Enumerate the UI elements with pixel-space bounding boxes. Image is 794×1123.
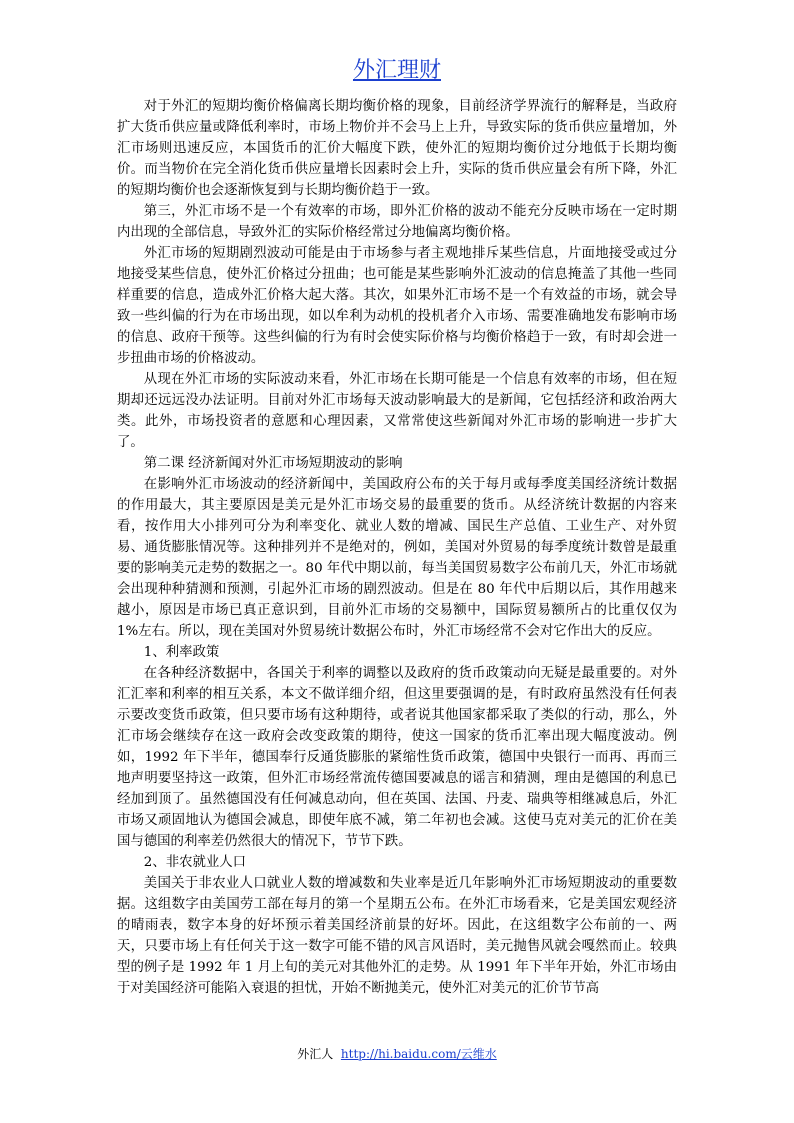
subsection-heading: 1、利率政策 [143, 645, 220, 660]
paragraph: 美国关于非农业人口就业人数的增减数和失业率是近几年影响外汇市场短期波动的重要数据。这组数字由美国劳工部在每月的第一个星期五公布。在外汇市场看来，它是美国宏观经济的晴雨表，数字本身的好坏预示着美国经济前景的好坏。因此，在这组数字公布前的一、两天，只要市场上有任何关于这一数字可能不错的风言风语时，美元抛售风就会嘎然而止。较典型的例子是 1992 年 1 月上旬的美元对其他外汇的走势。从 1991 年下半年开始，外汇市场由于对美国经济可能陷入衰退的担忧，开始不断抛美元，使外汇对美元的汇价节节高 [117, 876, 677, 996]
paragraph: 在影响外汇市场波动的经济新闻中，美国政府公布的关于每月或每季度美国经济统计数据的作用最大，其主要原因是美元是外汇市场交易的最重要的货币。从经济统计数据的内容来看，按作用大小排列可分为利率变化、就业人数的增减、国民生产总值、工业生产、对外贸易、通货膨胀情况等。这种排列并不是绝对的，例如，美国对外贸易的每季度统计数曾是最重要的影响美元走势的数据之一。80 年代中期以前，每当美国贸易数字公布前几天，外汇市场就会出现种种猜测和预测，引起外汇市场的剧烈波动。但是在 80 年代中后期以后，其作用越来越小，原因是市场已真正意识到，目前外汇市场的交易额中，国际贸易额所占的比重仅仅为 1%左右。所以，现在美国对外贸易统计数据公布时，外汇市场经常不会对它作出大的反应。 [117, 477, 677, 639]
paragraph: 外汇市场的短期剧烈波动可能是由于市场参与者主观地排斥某些信息，片面地接受或过分地接受某些信息，使外汇价格过分扭曲；也可能是某些影响外汇波动的信息掩盖了其他一些同样重要的信息，造成外汇价格大起大落。其次，如果外汇市场不是一个有效益的市场，就会导致一些纠偏的行为在市场出现，如以牟利为动机的投机者介入市场、需要准确地发布影响市场的信息、政府干预等。这些纠偏的行为有时会使实际价格与均衡价格趋于一致，有时却会进一步扭曲市场的价格波动。 [117, 246, 677, 366]
section-heading: 第二课 经济新闻对外汇市场短期波动的影响 [143, 456, 403, 471]
paragraph: 对于外汇的短期均衡价格偏离长期均衡价格的现象，目前经济学界流行的解释是，当政府扩大货币供应量或降低利率时，市场上物价并不会马上上升，导致实际的货币供应量增加，外汇市场则迅速反应，本国货币的汇价大幅度下跌，使外汇的短期均衡价过分地低于长期均衡价。而当物价在完全消化货币供应量增长因素时会上升，实际的货币供应量会有所下降，外汇的短期均衡价也会逐渐恢复到与长期均衡价趋于一致。 [117, 99, 677, 198]
paragraph: 从现在外汇市场的实际波动来看，外汇市场在长期可能是一个信息有效率的市场，但在短期却还远远没办法证明。目前对外汇市场每天波动影响最大的是新闻，它包括经济和政治两大类。此外，市场投资者的意愿和心理因素，又常常使这些新闻对外汇市场的影响进一步扩大了。 [117, 372, 677, 450]
document-body [117, 96, 677, 999]
footer-link[interactable]: http://hi.baidu.com/云维水 [340, 1047, 497, 1061]
paragraph: 在各种经济数据中，各国关于利率的调整以及政府的货币政策动向无疑是最重要的。对外汇汇率和利率的相互关系，本文不做详细介绍，但这里要强调的是，有时政府虽然没有任何表示要改变货币政策，但只要市场有这种期待，或者说其他国家都采取了类似的行动，那么，外汇市场会继续存在这一政府会改变政策的期待，使这一国家的货币汇率出现大幅度波动。例如，1992 年下半年，德国奉行反通货膨胀的紧缩性货币政策，德国中央银行一而再、再而三地声明要坚持这一政策，但外汇市场经常流传德国要减息的谣言和猜测，理由是德国的利息已经加到顶了。虽然德国没有任何减息动向，但在英国、法国、丹麦、瑞典等相继减息后，外汇市场又顽固地认为德国会减息，即使年底不减，第二年初也会减。这使马克对美元的汇价在美国与德国的利率差仍然很大的情况下，节节下跌。 [117, 666, 677, 849]
subsection-heading: 2、非农就业人口 [143, 855, 247, 870]
paragraph: 第三，外汇市场不是一个有效率的市场，即外汇价格的波动不能充分反映市场在一定时期内出现的全部信息，导致外汇的实际价格经常过分地偏离均衡价格。 [117, 204, 677, 240]
page-title: 外汇理财 [352, 58, 441, 83]
page-footer [0, 1045, 794, 1063]
footer-author: 外汇人 [297, 1047, 334, 1061]
